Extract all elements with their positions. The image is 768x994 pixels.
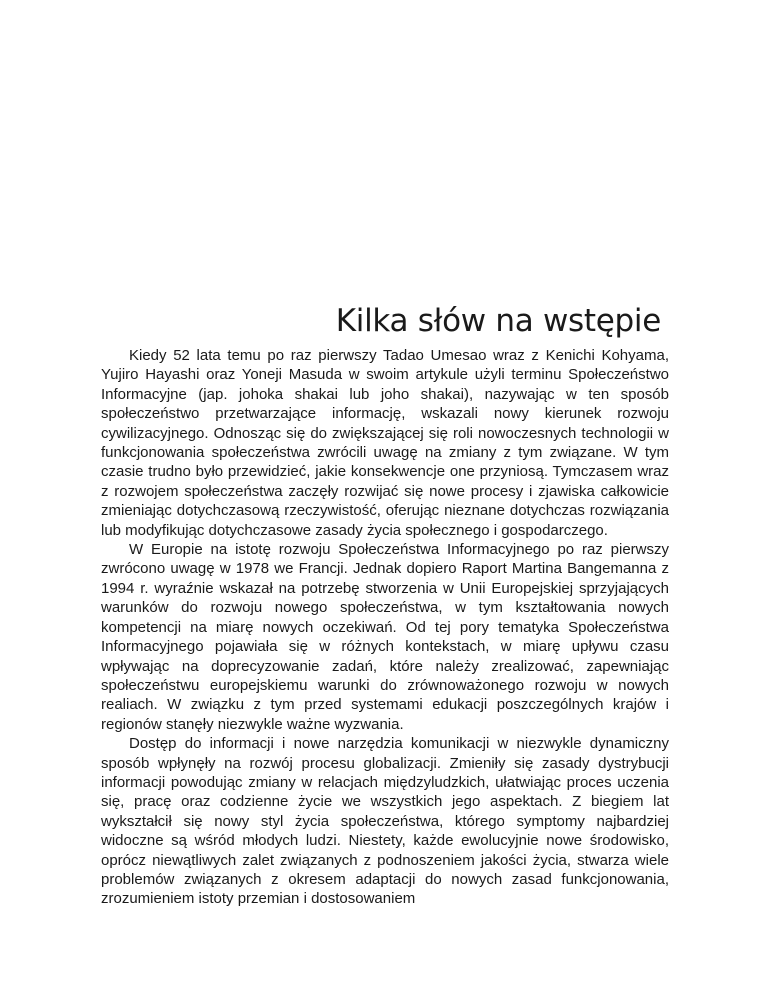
body-text: [101, 346, 669, 909]
paragraph-1: Kiedy 52 lata temu po raz pierwszy Tadao Umesao wraz z Kenichi Kohyama, Yujiro Hayashi oraz Yoneji Masuda w swoim artykule użyli terminu Społeczeństwo Informacyjne (jap. johoka shakai lub joho shakai), nazywając w ten sposób społeczeństwo przetwarzające informację, wskazali nowy kierunek rozwoju cywilizacyjnego. Odnosząc się do zwiększającej się roli nowoczesnych technologii w funkcjonowania społeczeństwa zwrócili uwagę na zmiany z tym związane. W tym czasie trudno było przewidzieć, jakie konsekwencje one przyniosą. Tymczasem wraz z rozwojem społeczeństwa zaczęły rozwijać się nowe procesy i zjawiska całkowicie zmieniając dotychczasową rzeczywistość, oferując nieznane dotychczas rozwiązania lub modyfikując dotychczasowe zasady życia społecznego i gospodarczego.: [101, 347, 669, 539]
paragraph-3: Dostęp do informacji i nowe narzędzia komunikacji w niezwykle dynamiczny sposób wpłynęły na rozwój procesu globalizacji. Zmieniły się zasady dystrybucji informacji powodując zmiany w relacjach międzyludzkich, ułatwiając proces uczenia się, pracę oraz codzienne życie we wszystkich jego aspektach. Z biegiem lat wykształcił się nowy styl życia społeczeństwa, którego symptomy najbardziej widoczne są wśród młodych ludzi. Niestety, każde ewolucyjnie nowe środowisko, oprócz niewątliwych zalet związanych z podnoszeniem jakości życia, stwarza wiele problemów związanych z okresem adaptacji do nowych zasad funkcjonowania, zrozumieniem istoty przemian i dostosowaniem: [101, 735, 669, 908]
paragraph-2: W Europie na istotę rozwoju Społeczeństwa Informacyjnego po raz pierwszy zwrócono uwagę w 1978 we Francji. Jednak dopiero Raport Martina Bangemanna z 1994 r. wyraźnie wskazał na potrzebę stworzenia w Unii Europejskiej sprzyjających warunków do rozwoju nowego społeczeństwa, w tym kształtowania nowych kompetencji na miarę nowych oczekiwań. Od tej pory tematyka Społeczeństwa Informacyjnego pojawiała się w różnych kontekstach, w miarę upływu czasu wpływając na doprecyzowanie zadań, które należy zrealizować, zapewniając społeczeństwu europejskiemu warunki do zrównoważonego rozwoju w nowych realiach. W związku z tym przed systemami edukacji poszczególnych krajów i regionów stanęły niezwykle ważne wyzwania.: [101, 541, 669, 733]
chapter-title: Kilka słów na wstępie: [335, 303, 661, 339]
